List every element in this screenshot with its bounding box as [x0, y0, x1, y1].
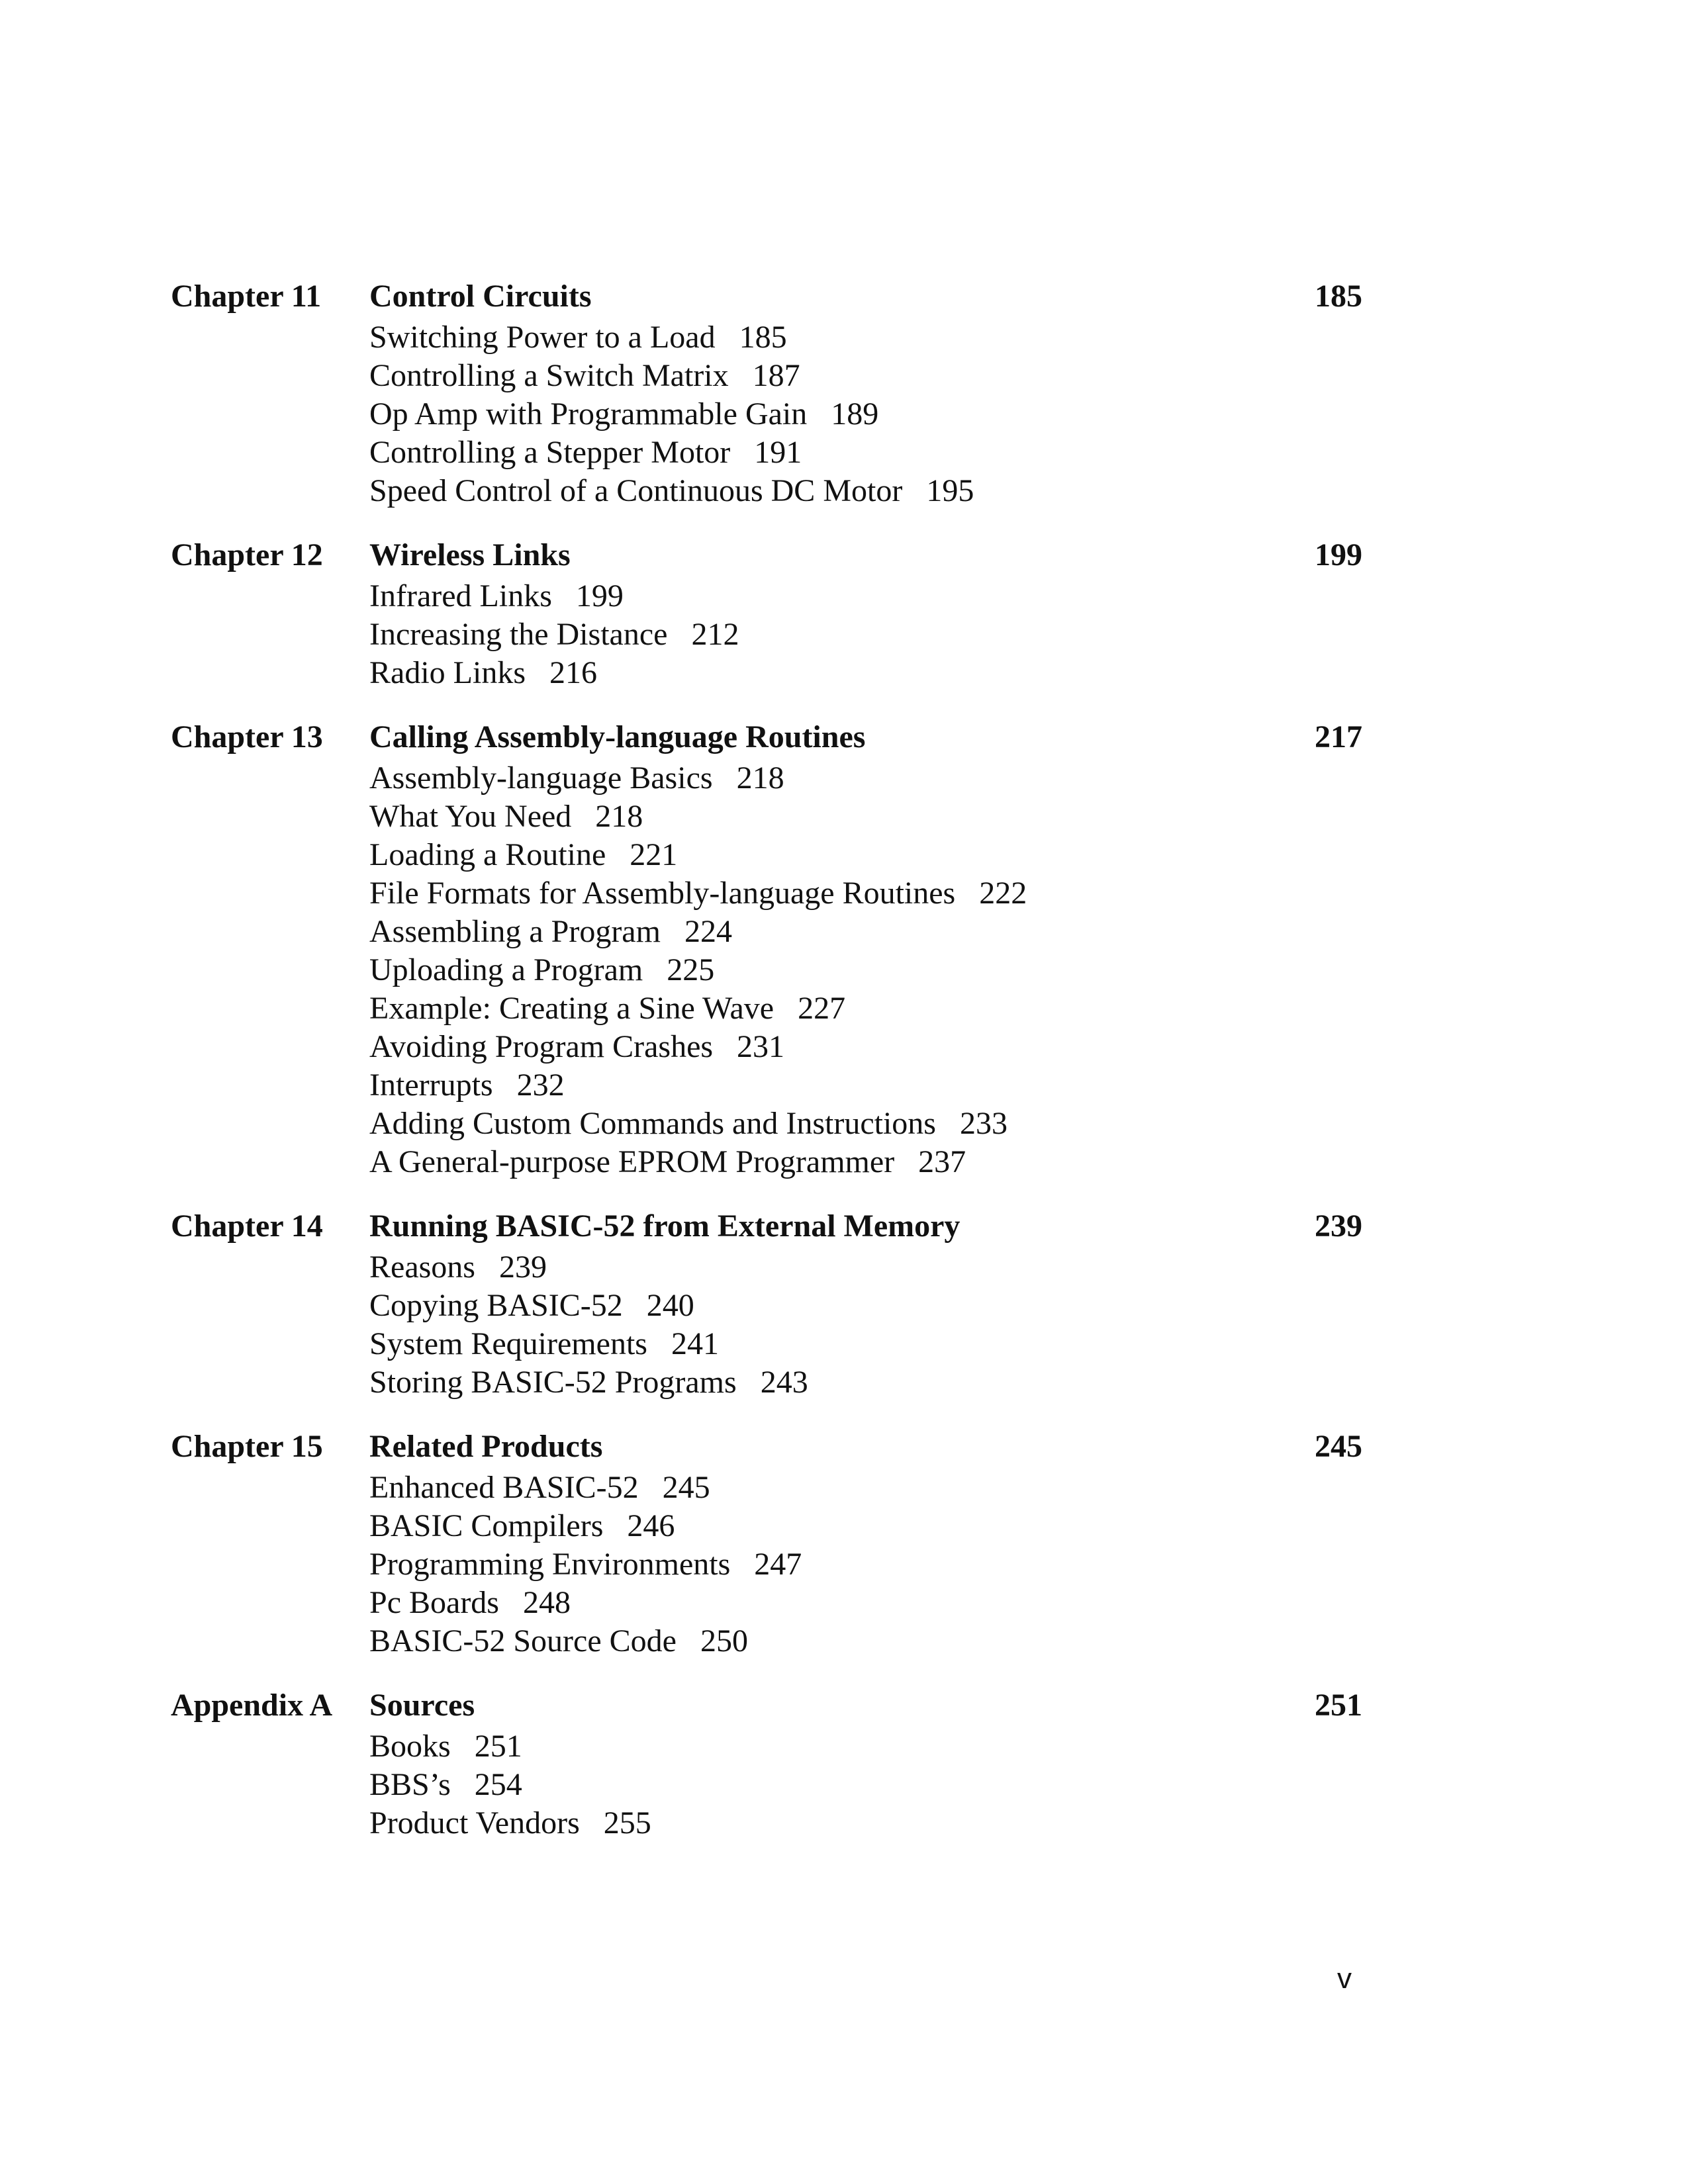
section-title: Switching Power to a Load: [369, 320, 716, 355]
toc-entry: [171, 1425, 1362, 1661]
section-page-number: 218: [736, 760, 784, 796]
section-item: [369, 836, 1250, 874]
chapter-label: Chapter 15: [171, 1429, 323, 1464]
chapter-page-number: 217: [1315, 719, 1362, 754]
section-item: [369, 1766, 1250, 1804]
chapter-page-number: 185: [1315, 279, 1362, 314]
section-item: [369, 433, 1250, 472]
section-title: Increasing the Distance: [369, 617, 668, 652]
section-title: Assembly-language Basics: [369, 760, 713, 796]
section-page-number: 231: [737, 1029, 785, 1064]
section-item: [369, 577, 1250, 615]
section-title: Radio Links: [369, 655, 526, 690]
chapter-page-number: 245: [1315, 1429, 1362, 1464]
section-page-number: 218: [595, 799, 643, 834]
chapter-title: Running BASIC-52 from External Memory: [369, 1208, 961, 1244]
section-page-number: 251: [474, 1729, 522, 1764]
section-item: [369, 951, 1250, 989]
section-item: [369, 395, 1250, 433]
section-title: Adding Custom Commands and Instructions: [369, 1106, 936, 1141]
section-item: [369, 1287, 1250, 1325]
section-title: Controlling a Switch Matrix: [369, 358, 729, 393]
section-page-number: 245: [662, 1470, 710, 1505]
section-item: [369, 1622, 1250, 1661]
section-page-number: 243: [760, 1365, 808, 1400]
section-page-number: 212: [691, 617, 739, 652]
section-title: BBS’s: [369, 1767, 451, 1802]
section-item: [369, 989, 1250, 1028]
chapter-title: Calling Assembly-language Routines: [369, 719, 866, 754]
section-item: [369, 318, 1250, 357]
section-page-number: 191: [754, 435, 802, 470]
section-page-number: 246: [627, 1508, 675, 1543]
section-title: Pc Boards: [369, 1585, 499, 1620]
section-list: [369, 759, 1250, 1181]
toc-entry: [171, 715, 1362, 1181]
section-item: [369, 759, 1250, 797]
section-title: Reasons: [369, 1250, 475, 1285]
section-item: [369, 1105, 1250, 1143]
section-item: [369, 1507, 1250, 1545]
section-page-number: 199: [575, 578, 624, 614]
chapter-label: Chapter 11: [171, 279, 322, 314]
section-page-number: 239: [498, 1250, 547, 1285]
section-item: [369, 1066, 1250, 1105]
section-title: Copying BASIC-52: [369, 1288, 623, 1323]
section-list: [369, 318, 1250, 510]
section-item: [369, 654, 1250, 692]
toc-entry: [171, 533, 1362, 692]
section-item: [369, 1469, 1250, 1507]
section-page-number: 224: [684, 914, 732, 949]
toc-entry: [171, 1684, 1362, 1843]
section-item: [369, 1325, 1250, 1363]
section-title: File Formats for Assembly-language Routines: [369, 876, 956, 911]
chapter-page-number: 239: [1315, 1208, 1362, 1244]
section-page-number: 247: [754, 1547, 802, 1582]
page-number: v: [1337, 1962, 1352, 1995]
section-item: [369, 472, 1250, 510]
section-page-number: 248: [522, 1585, 571, 1620]
section-page-number: 216: [549, 655, 597, 690]
section-title: Books: [369, 1729, 451, 1764]
section-list: [369, 577, 1250, 692]
section-item: [369, 1143, 1250, 1181]
section-page-number: 254: [474, 1767, 522, 1802]
section-list: [369, 1727, 1250, 1843]
section-page-number: 240: [646, 1288, 694, 1323]
section-title: Controlling a Stepper Motor: [369, 435, 731, 470]
chapter-title: Related Products: [369, 1429, 603, 1464]
section-page-number: 233: [959, 1106, 1008, 1141]
section-title: Product Vendors: [369, 1805, 580, 1841]
section-page-number: 227: [798, 991, 846, 1026]
section-page-number: 221: [630, 837, 678, 872]
chapter-label: Chapter 13: [171, 719, 323, 754]
section-title: Speed Control of a Continuous DC Motor: [369, 473, 903, 508]
section-title: Avoiding Program Crashes: [369, 1029, 714, 1064]
section-page-number: 255: [603, 1805, 651, 1841]
section-page-number: 185: [739, 320, 787, 355]
chapter-page-number: 251: [1315, 1688, 1362, 1723]
toc-entry: [171, 275, 1362, 510]
section-list: [369, 1248, 1250, 1402]
section-title: Op Amp with Programmable Gain: [369, 396, 808, 432]
section-item: [369, 615, 1250, 654]
section-page-number: 237: [918, 1144, 966, 1179]
section-item: [369, 1028, 1250, 1066]
section-page-number: 195: [926, 473, 974, 508]
table-of-contents: [171, 275, 1362, 1866]
section-title: System Requirements: [369, 1326, 647, 1361]
section-page-number: 250: [700, 1623, 748, 1659]
chapter-title: Control Circuits: [369, 279, 592, 314]
section-page-number: 189: [831, 396, 879, 432]
chapter-label: Appendix A: [171, 1688, 333, 1723]
section-title: Example: Creating a Sine Wave: [369, 991, 774, 1026]
section-title: Uploading a Program: [369, 952, 643, 987]
chapter-page-number: 199: [1315, 537, 1362, 572]
toc-entry: [171, 1205, 1362, 1402]
section-title: Programming Environments: [369, 1547, 731, 1582]
section-page-number: 225: [667, 952, 715, 987]
section-item: [369, 1584, 1250, 1622]
section-title: A General-purpose EPROM Programmer: [369, 1144, 895, 1179]
section-list: [369, 1469, 1250, 1661]
section-item: [369, 357, 1250, 395]
section-item: [369, 797, 1250, 836]
section-title: Enhanced BASIC-52: [369, 1470, 639, 1505]
section-item: [369, 1545, 1250, 1584]
chapter-title: Wireless Links: [369, 537, 571, 572]
section-title: BASIC-52 Source Code: [369, 1623, 677, 1659]
section-item: [369, 874, 1250, 913]
section-page-number: 232: [516, 1068, 565, 1103]
section-page-number: 187: [752, 358, 800, 393]
section-item: [369, 1727, 1250, 1766]
section-item: [369, 913, 1250, 951]
section-title: Loading a Routine: [369, 837, 606, 872]
section-item: [369, 1363, 1250, 1402]
section-title: What You Need: [369, 799, 572, 834]
section-title: Interrupts: [369, 1068, 493, 1103]
section-title: Assembling a Program: [369, 914, 661, 949]
section-item: [369, 1804, 1250, 1843]
section-title: BASIC Compilers: [369, 1508, 604, 1543]
section-page-number: 241: [671, 1326, 719, 1361]
section-title: Infrared Links: [369, 578, 552, 614]
section-title: Storing BASIC-52 Programs: [369, 1365, 737, 1400]
chapter-label: Chapter 14: [171, 1208, 323, 1244]
chapter-title: Sources: [369, 1688, 475, 1723]
section-item: [369, 1248, 1250, 1287]
chapter-label: Chapter 12: [171, 537, 323, 572]
section-page-number: 222: [979, 876, 1027, 911]
